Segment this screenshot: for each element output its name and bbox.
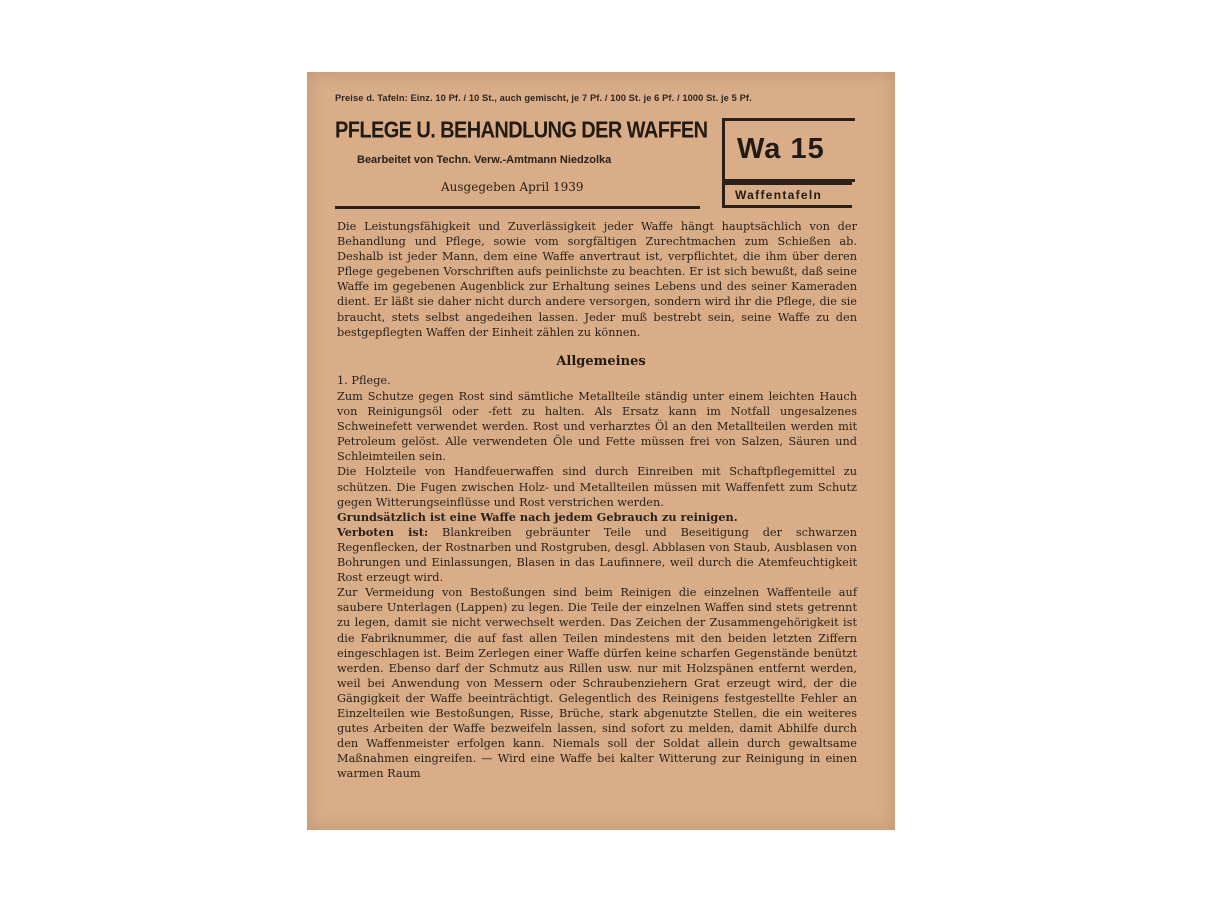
paragraph-forbidden xyxy=(337,525,857,585)
issue-date: Ausgegeben April 1939 xyxy=(441,180,584,194)
price-line: Preise d. Tafeln: Einz. 10 Pf. / 10 St., auch gemischt, je 7 Pf. / 100 St. je 6 Pf. / 1000 St. je 5 Pf. xyxy=(335,93,752,103)
document-sheet xyxy=(307,72,895,830)
title-rule xyxy=(335,206,700,209)
paragraph-rust: Zum Schutze gegen Rost sind sämtliche Metallteile ständig unter einem leichten Hauch von Reinigungsöl oder -fett zu halten. Als Ersatz kann im Notfall ungesalzenes Schweinefett verwendet werden. Rost und verharztes Öl an den Metallteilen werden mit Petroleum gelöst. Alle verwendeten Öle und Fette müssen frei von Salzen, Säuren und Schleimteilen sein. xyxy=(337,390,857,464)
section-heading: Allgemeines xyxy=(556,354,646,369)
code-box xyxy=(722,118,855,182)
paragraph-rule: Grundsätzlich ist eine Waffe nach jedem Gebrauch zu reinigen. xyxy=(337,509,738,524)
author-line: Bearbeitet von Techn. Verw.-Amtmann Niedzolka xyxy=(357,154,612,166)
subsection-title: 1. Pflege. xyxy=(337,374,391,387)
document-title: PFLEGE U. BEHANDLUNG DER WAFFEN xyxy=(335,118,708,144)
paragraph-wood: Die Holzteile von Handfeuerwaffen sind durch Einreiben mit Schaftpflegemittel zu schützen. Die Fugen zwischen Holz- und Metallteilen müssen mit Waffenfett zum Schutz gegen Witterungseinflüsse und Rost verstrichen werden. xyxy=(337,465,857,509)
document-code: Wa 15 xyxy=(737,133,825,165)
main-text xyxy=(337,389,857,781)
intro-paragraph: Die Leistungsfähigkeit und Zuverlässigkeit jeder Waffe hängt hauptsächlich von der Behandlung und Pflege, sowie vom sorgfältigen Zurechtmachen zum Schießen ab. Deshalb ist jeder Mann, dem eine Waffe anvertraut ist, verpflichtet, die ihm über deren Pflege gegebenen Vorschriften aufs peinlichste zu beachten. Er ist sich bewußt, daß seine Waffe im gegebenen Augenblick zur Erhaltung seines Lebens und des seiner Kameraden dient. Er läßt sie daher nicht durch andere versorgen, sondern wird ihr die Pflege, die sie braucht, stets selbst angedeihen lassen. Jeder muß bestrebt sein, seine Waffe zu den bestgepflegten Waffen der Einheit zählen zu können. xyxy=(337,220,857,339)
forbidden-label: Verboten ist: xyxy=(337,524,429,539)
series-box xyxy=(722,182,852,208)
series-label: Waffentafeln xyxy=(735,188,823,202)
paragraph-handling: Zur Vermeidung von Bestoßungen sind beim Reinigen die einzelnen Waffenteile auf saubere Unterlagen (Lappen) zu legen. Die Teile der einzelnen Waffen sind stets getrennt zu legen, damit sie nicht verwechselt werden. Das Zeichen der Zusammengehörigkeit ist die Fabriknummer, die auf fast allen Teilen mindestens mit den beiden letzten Ziffern eingeschlagen ist. Beim Zerlegen einer Waffe dürfen keine scharfen Gegenstände benützt werden. Ebenso darf der Schmutz aus Rillen usw. nur mit Holzspänen entfernt werden, weil bei Anwendung von Messern oder Schraubenziehern Grat erzeugt wird, der die Gängigkeit der Waffe beeinträchtigt. Gelegentlich des Reinigens festgestellte Fehler an Einzelteilen wie Bestoßungen, Risse, Brüche, stark abgenutzte Stellen, die ein weiteres gutes Arbeiten der Waffe bezweifeln lassen, sind sofort zu melden, damit Abhilfe durch den Waffenmeister erfolgen kann. Niemals soll der Soldat allein durch gewaltsame Maßnahmen eingreifen. — Wird eine Waffe bei kalter Witterung zur Reinigung in einen warmen Raum xyxy=(337,586,857,781)
forbidden-text: Blankreiben gebräunter Teile und Beseitigung der schwarzen Regenflecken, der Rostnarben und Rostgruben, desgl. Abblasen von Staub, Ausblasen von Bohrungen und Einlassungen, Blasen in das Laufinnere, weil durch die Atemfeuchtigkeit Rost erzeugt wird. xyxy=(337,525,857,585)
